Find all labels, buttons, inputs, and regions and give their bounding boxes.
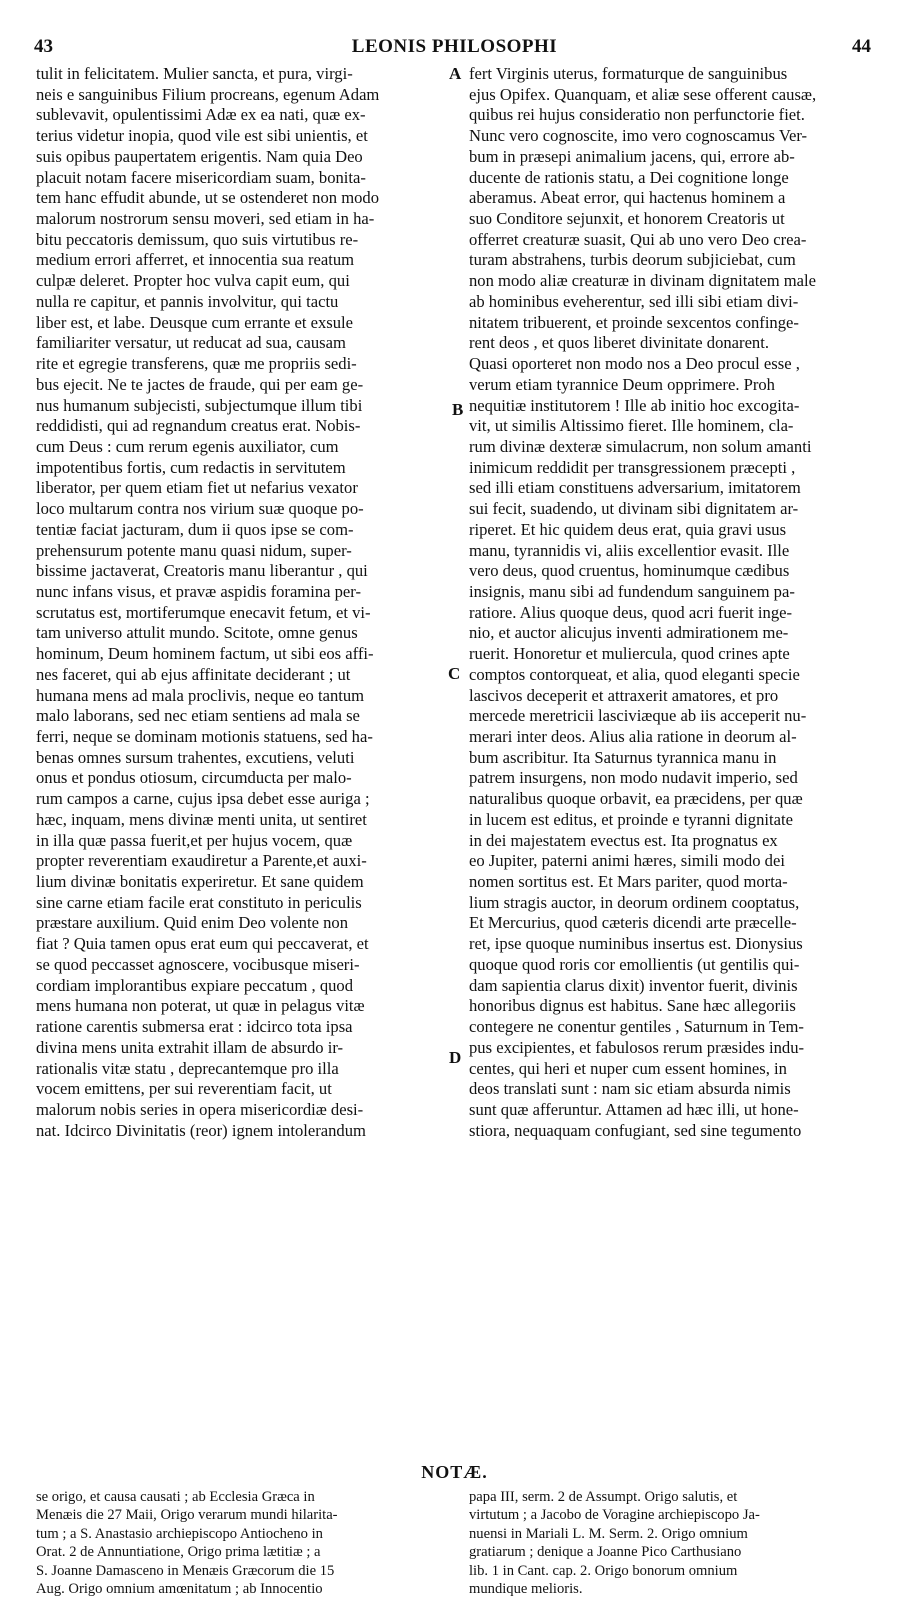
text-line: nes faceret, qui ab ejus affinitate deciderant ; ut <box>36 664 351 684</box>
note-line: papa III, serm. 2 de Assumpt. Origo salutis, et <box>469 1489 738 1505</box>
text-line: malorum nostrorum sensu moveri, sed etiam in ha- <box>36 209 375 229</box>
text-line: terius videtur inopia, quod vile est sibi unientis, et <box>36 126 368 146</box>
text-line: centes, qui heri et nuper cum essent homines, in <box>469 1058 787 1078</box>
note-line: tum ; a S. Anastasio archiepiscopo Antiocheno in <box>36 1525 323 1542</box>
text-line: in dei majestatem evectus est. Ita prognatus ex <box>469 830 778 850</box>
text-line: ferri, neque se dominam motionis statuens, sed ha- <box>36 727 373 746</box>
text-line: pus excipientes, et fabulosos rerum præsides indu- <box>469 1037 805 1057</box>
text-line: hominum, Deum hominem factum, ut sibi eos affi- <box>36 644 374 664</box>
text-line: Et Mercurius, quod cæteris dicendi arte præcelle- <box>469 913 797 933</box>
right-page-number: 44 <box>852 36 871 57</box>
text-line: liber est, et labe. Deusque cum errante et exsule <box>36 312 353 332</box>
notes-title: NOTÆ. <box>421 1462 488 1482</box>
text-line: in lucem est editus, et proinde e tyranni dignitate <box>469 809 793 829</box>
text-line: honoribus dignus est habitus. Sane hæc allegoriis <box>469 996 796 1016</box>
text-line: nequitiæ institutorem ! Ille ab initio hoc excogita- <box>469 395 800 415</box>
text-line: quoque quod roris cor emollientis (ut gentilis qui- <box>469 954 800 974</box>
margin-marker-a: A <box>449 64 462 83</box>
text-line: bum ascribitur. Ita Saturnus tyrannica manu in <box>469 747 777 767</box>
left-page-number: 43 <box>34 36 53 57</box>
running-title: LEONIS PHILOSOPHI <box>351 36 558 57</box>
text-line: fiat ? Quia tamen opus erat eum qui peccaverat, et <box>36 934 369 954</box>
text-line: comptos contorqueat, et alia, quod eleganti specie <box>469 664 800 684</box>
margin-marker-b: B <box>452 400 464 419</box>
text-line: offerret creaturæ suasit, Qui ab uno vero Deo crea- <box>469 229 807 249</box>
text-line: riperet. Et hic quidem deus erat, quia gravi usus <box>469 519 787 539</box>
text-line: suis opibus paupertatem erigentis. Nam quia Deo <box>36 146 363 166</box>
text-line: tam universo attulit mundo. Scitote, omne genus <box>36 623 358 643</box>
note-line: Orat. 2 de Annuntiatione, Origo prima lætitiæ ; a <box>36 1544 321 1561</box>
note-line: nuensi in Mariali L. M. Serm. 2. Origo omnium <box>469 1525 748 1542</box>
text-line: eo Jupiter, paterni animi hæres, simili modo dei <box>469 851 785 871</box>
text-line: humana mens ad mala proclivis, neque eo tantum <box>36 685 365 705</box>
text-line: tentiæ faciat jacturam, dum ii quos ipse se com- <box>36 519 354 539</box>
text-line: onus et pondus otiosum, circumducta per malo- <box>36 768 352 788</box>
text-line: benas omnes sursum trahentes, excutiens, veluti <box>36 747 355 767</box>
text-line: ratiore. Alius quoque deus, quod acri fuerit inge- <box>469 602 793 622</box>
text-line: vero deus, quod cruentus, hominumque cædibus <box>469 561 790 581</box>
text-line: culpæ deleret. Propter hoc vulva capit eum, qui <box>36 271 350 291</box>
text-line: dam sapientia clarus dixit) inventor fuerit, divinis <box>469 975 798 995</box>
text-line: aberamus. Abeat error, qui hactenus hominem a <box>469 188 786 208</box>
text-line: hæc, inquam, mens divinæ menti unita, ut sentiret <box>36 809 367 829</box>
text-line: ret, ipse quoque numinibus insertus est. Dionysius <box>469 934 803 954</box>
note-line: lib. 1 in Cant. cap. 2. Origo bonorum omnium <box>469 1562 738 1579</box>
text-line: tulit in felicitatem. Mulier sancta, et pura, virgi- <box>36 64 353 83</box>
note-line: Menæis die 27 Maii, Origo verarum mundi hilarita- <box>36 1507 338 1524</box>
text-line: quibus rei hujus consideratio non perfunctorie fiet. <box>469 105 805 125</box>
text-line: sunt quæ afferuntur. Attamen ad hæc illi, ut hone- <box>469 1099 799 1119</box>
text-line: suo Conditore sejunxit, et honorem Creatoris ut <box>469 209 785 229</box>
text-line: ruerit. Honoretur et muliercula, quod crines apte <box>469 644 790 664</box>
text-line: prehensurum potente manu quasi nidum, super- <box>36 540 352 560</box>
text-line: tem hanc effudit abunde, ut se ostenderet non modo <box>36 188 379 208</box>
text-line: inimicum reddidit per transgressionem præcepti , <box>469 457 796 477</box>
text-line: bissime jactaverat, Creatoris manu liberantur , qui <box>36 561 368 581</box>
text-line: patrem insurgens, non modo nudavit imperio, sed <box>469 768 798 788</box>
text-line: Quasi oporteret non modo nos a Deo procul esse , <box>469 354 800 374</box>
text-line: fert Virginis uterus, formaturque de sanguinibus <box>469 64 788 83</box>
text-line: stiora, nequaquam confugiant, sed sine tegumento <box>469 1120 802 1140</box>
note-line: mundique melioris. <box>469 1580 583 1597</box>
text-line: insignis, manu sibi ad fundendum sanguinem pa- <box>469 581 795 601</box>
text-line: nunc infans visus, et pravæ aspidis foramina per- <box>36 581 362 601</box>
text-line: non modo aliæ creaturæ in divinam dignitatem male <box>469 271 817 291</box>
page-header <box>0 36 909 62</box>
text-line: contegere ne conentur gentiles , Saturnum in Tem- <box>469 1017 804 1037</box>
text-line: neis e sanguinibus Filium procreans, egenum Adam <box>36 84 380 104</box>
text-line: medium errori afferret, et innocentia sua reatum <box>36 250 355 270</box>
text-line: sublevavit, opulentissimi Adæ ex ea nati, quæ ex- <box>36 105 366 125</box>
note-line: S. Joanne Damasceno in Menæis Græcorum die 15 <box>36 1562 335 1579</box>
text-line: ratione carentis submersa erat : idcirco tota ipsa <box>36 1017 353 1037</box>
notes-left-column <box>36 1488 446 1598</box>
text-line: rent deos , et quos liberet divinitate donarent. <box>469 333 769 353</box>
text-line: nitatem tribuerent, et proinde sexcentos confinge- <box>469 312 799 332</box>
text-line: bus ejecit. Ne te jactes de fraude, qui per eam ge- <box>36 374 364 394</box>
right-text-column <box>469 64 879 1141</box>
text-line: placuit notam facere misericordiam suam, bonita- <box>36 167 366 187</box>
text-line: malorum nobis series in opera misericordiæ desi- <box>36 1099 364 1119</box>
text-line: cordiam implorantibus expiare peccatum , quod <box>36 975 354 995</box>
text-line: nomen sortitus est. Et Mars pariter, quod morta- <box>469 872 788 892</box>
text-line: præstare auxilium. Quid enim Deo volente non <box>36 913 348 933</box>
text-line: merari inter deos. Alius alia ratione in deorum al- <box>469 727 797 746</box>
text-line: in illa quæ passa fuerit,et per hujus vocem, quæ <box>36 830 353 850</box>
text-line: divina mens unita extrahit illam de absurdo ir- <box>36 1037 344 1057</box>
text-line: turam abstrahens, turbis deorum subjiciebat, cum <box>469 250 796 270</box>
text-line: se quod peccasset agnoscere, vocibusque miseri- <box>36 954 360 974</box>
text-line: rite et egregie transferens, quæ me propriis sedi- <box>36 354 357 374</box>
text-line: rum divinæ dexteræ simulacrum, non solum amanti <box>469 436 812 456</box>
text-line: mens humana non poterat, ut quæ in pelagus vitæ <box>36 996 365 1016</box>
text-line: nat. Idcirco Divinitatis (reor) ignem intolerandum <box>36 1120 366 1140</box>
text-line: impotentibus fortis, cum redactis in servitutem <box>36 457 346 477</box>
text-line: mercede meretricii lasciviæque ab iis acceperit nu- <box>469 706 807 726</box>
note-line: gratiarum ; denique a Joanne Pico Carthusiano <box>469 1544 742 1561</box>
margin-marker-d: D <box>449 1048 462 1067</box>
text-line: nio, et auctor alicujus inventi admirationem me- <box>469 623 789 643</box>
text-line: lascivos deceperit et attraxerit amatores, et pro <box>469 685 779 705</box>
text-line: sed illi etiam constituens adversarium, imitatorem <box>469 478 801 498</box>
text-line: liberator, per quem etiam fiet ut nefarius vexator <box>36 478 358 498</box>
text-line: manu, tyrannidis vi, aliis excellentior evasit. Ille <box>469 540 790 560</box>
text-line: rum campos a carne, cujus ipsa debet esse auriga ; <box>36 789 370 809</box>
text-line: vocem emittens, per sui reverentiam facit, ut <box>36 1079 332 1099</box>
note-line: se origo, et causa causati ; ab Ecclesia Græca in <box>36 1489 315 1505</box>
text-line: sui fecit, suadendo, ut divinam sibi dignitatem ar- <box>469 499 799 519</box>
text-line: deos translati sunt : nam sic etiam absurda nimis <box>469 1079 791 1099</box>
text-line: reddidisti, qui ad regnandum creatus erat. Nobis- <box>36 416 361 436</box>
text-line: bitu peccatoris demissum, quo suis virtutibus re- <box>36 229 359 249</box>
note-line: Aug. Origo omnium amœnitatum ; ab Innocentio <box>36 1580 323 1597</box>
text-line: ducente de rationis statu, a Dei cognitione longe <box>469 167 789 187</box>
text-line: lium stragis auctor, in deorum ordinem cooptatus, <box>469 892 800 912</box>
text-line: verum etiam tyrannice Deum opprimere. Proh <box>469 374 775 394</box>
notes-right-column <box>469 1488 879 1598</box>
text-line: rationalis vitæ statu , deprecantemque pro illa <box>36 1058 339 1078</box>
text-line: nus humanum subjecisti, subjectumque illum tibi <box>36 395 363 415</box>
text-line: Nunc vero cognoscite, imo vero cognoscamus Ver- <box>469 126 808 146</box>
text-line: loco multarum contra nos virium suæ quoque po- <box>36 499 364 519</box>
text-line: naturalibus quoque orbavit, ea præcidens, per quæ <box>469 789 803 809</box>
text-line: ejus Opifex. Quanquam, et aliæ sese offerent causæ, <box>469 84 817 104</box>
text-line: familiariter versatur, ut reducat ad sua, causam <box>36 333 346 353</box>
margin-marker-c: C <box>448 664 461 683</box>
text-line: nulla re capitur, et pannis involvitur, qui tactu <box>36 291 339 311</box>
text-line: lium divinæ bonitatis experiretur. Et sane quidem <box>36 872 364 892</box>
left-text-column <box>36 64 446 1141</box>
text-line: cum Deus : cum rerum egenis auxiliator, cum <box>36 436 339 456</box>
text-line: propter reverentiam exaudiretur a Parente,et auxi- <box>36 851 367 871</box>
text-line: malo laborans, sed nec etiam sentiens ad mala se <box>36 706 360 726</box>
text-line: sine carne etiam facile erat constituto in periculis <box>36 892 362 912</box>
note-line: virtutum ; a Jacobo de Voragine archiepiscopo Ja- <box>469 1507 760 1524</box>
text-line: bum in præsepi animalium jacens, qui, errore ab- <box>469 146 795 166</box>
text-line: ab hominibus eveherentur, sed illi sibi etiam divi- <box>469 291 799 311</box>
text-line: vit, ut similis Altissimo fieret. Ille hominem, cla- <box>469 416 794 436</box>
text-line: scrutatus est, mortiferumque enecavit fetum, et vi- <box>36 602 371 622</box>
